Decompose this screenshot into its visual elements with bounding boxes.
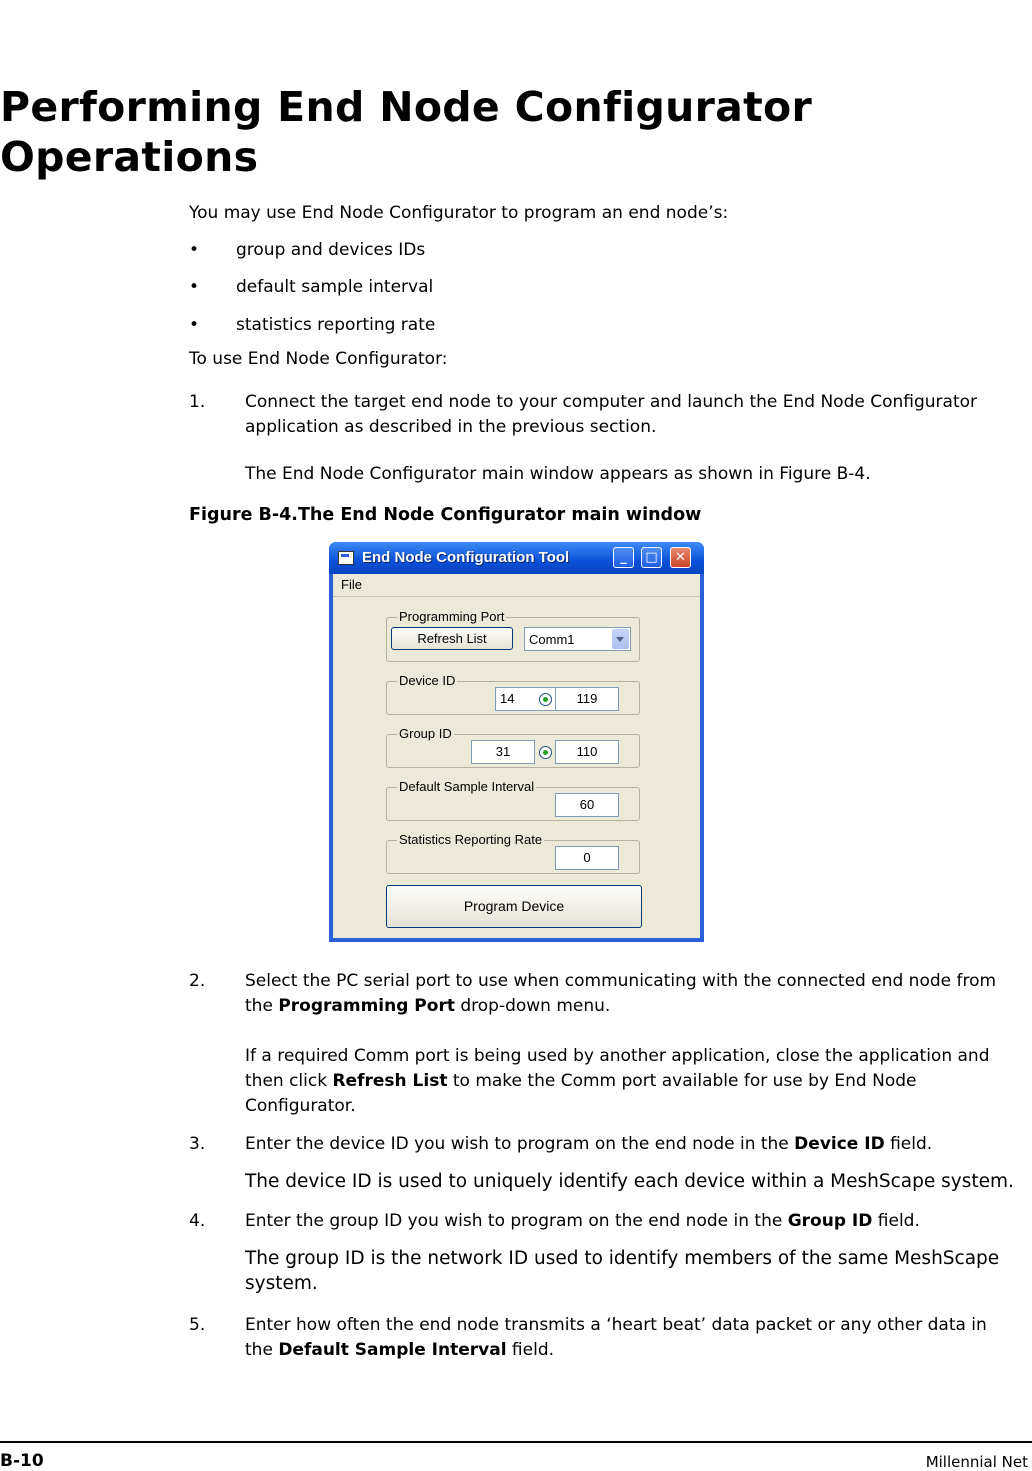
step-4-post: field. (872, 1211, 920, 1231)
port-select[interactable] (524, 627, 631, 651)
use-intro-text: To use End Node Configurator: (189, 349, 448, 369)
window-client (333, 574, 700, 938)
bullet-marker: • (189, 277, 200, 297)
step-4-note-line-1: The group ID is the network ID used to identify members of the same MeshScape (245, 1248, 1000, 1269)
window-title: End Node Configuration Tool (362, 549, 570, 566)
step-3-number: 3. (189, 1134, 206, 1154)
step-5-post: field. (506, 1340, 555, 1360)
bullet-marker: • (189, 315, 200, 335)
step-2-text (245, 969, 1030, 1019)
sample-interval-input[interactable]: 60 (555, 793, 619, 817)
footer-company: Millennial Net (925, 1453, 1028, 1471)
step-4-text (245, 1209, 1030, 1234)
bullet-item: statistics reporting rate (236, 315, 436, 335)
step-3-note: The device ID is used to uniquely identify each device within a MeshScape system. (245, 1171, 1014, 1192)
step-4-note (245, 1246, 1030, 1296)
group-id-legend: Group ID (399, 726, 452, 741)
step-1-text (245, 390, 1030, 440)
step-5-bold: Default Sample Interval (278, 1340, 507, 1360)
step-5-line-1: Enter how often the end node transmits a ‘heart beat’ data packet or any other data in (245, 1315, 987, 1335)
device-id-radio[interactable] (539, 693, 552, 706)
step-2-note-line-3: Configurator. (245, 1096, 356, 1116)
maximize-button[interactable]: □ (641, 547, 662, 568)
bullet-item: default sample interval (236, 277, 434, 297)
step-4-bold: Group ID (787, 1211, 873, 1231)
step-4-note-line-2: system. (245, 1273, 318, 1294)
group-id-radio[interactable] (539, 746, 552, 759)
program-device-button[interactable]: Program Device (386, 885, 642, 928)
step-4-pre: Enter the group ID you wish to program on the end node in the (245, 1211, 788, 1231)
step-4-number: 4. (189, 1211, 206, 1231)
figure-caption: Figure B-4.The End Node Configurator main window (189, 505, 702, 525)
bullet-marker: • (189, 240, 200, 260)
programming-port-group (386, 609, 640, 662)
step-2-note (245, 1044, 1030, 1119)
window-titlebar (329, 542, 704, 574)
heading-line-1: Performing End Node Configurator (0, 83, 812, 131)
step-1-note: The End Node Configurator main window appears as shown in Figure B-4. (245, 464, 871, 484)
step-3-post: field. (884, 1134, 933, 1154)
step-3-pre: Enter the device ID you wish to program on the end node in the (245, 1134, 795, 1154)
step-1-number: 1. (189, 392, 206, 412)
refresh-list-button[interactable]: Refresh List (391, 627, 513, 650)
port-select-value: Comm1 (529, 632, 575, 647)
device-id-legend: Device ID (399, 673, 456, 688)
step-5-text (245, 1313, 1030, 1363)
step-2-note-line-1: If a required Comm port is being used by another application, close the application and (245, 1046, 990, 1066)
device-id-group (386, 673, 640, 715)
device-id-left-input[interactable]: 14 (495, 687, 559, 711)
intro-text: You may use End Node Configurator to program an end node’s: (189, 203, 729, 223)
menu-file[interactable]: File (341, 577, 362, 592)
close-button[interactable]: ✕ (670, 547, 691, 568)
step-2-number: 2. (189, 971, 206, 991)
heading-line-2: Operations (0, 133, 259, 181)
sample-interval-group (386, 779, 640, 821)
page-number: B-10 (0, 1451, 44, 1471)
device-id-right-input[interactable]: 119 (555, 687, 619, 711)
step-5-pre: the (245, 1340, 279, 1360)
step-2-bold: Programming Port (278, 996, 455, 1016)
step-1-line-2: application as described in the previous section. (245, 417, 657, 437)
reporting-rate-input[interactable]: 0 (555, 846, 619, 870)
menu-bar (333, 574, 700, 597)
group-id-group (386, 726, 640, 768)
reporting-rate-legend: Statistics Reporting Rate (399, 832, 543, 847)
group-id-right-input[interactable]: 110 (555, 740, 619, 764)
page-heading (0, 82, 812, 182)
step-2-note-bold: Refresh List (332, 1071, 448, 1091)
sample-interval-legend: Default Sample Interval (399, 779, 535, 794)
chevron-down-icon[interactable] (612, 629, 629, 649)
programming-port-legend: Programming Port (399, 609, 505, 624)
bullet-item: group and devices IDs (236, 240, 426, 260)
app-icon (338, 551, 354, 565)
step-1-line-1: Connect the target end node to your computer and launch the End Node Configurator (245, 392, 978, 412)
step-2-line-1: Select the PC serial port to use when communicating with the connected end node from (245, 971, 997, 991)
step-3-text (245, 1132, 1030, 1157)
minimize-button[interactable]: _ (613, 547, 634, 568)
step-2-note-pre: then click (245, 1071, 333, 1091)
reporting-rate-group (386, 832, 640, 874)
configurator-window (329, 542, 704, 942)
group-id-left-input[interactable]: 31 (471, 740, 535, 764)
step-2-post: drop-down menu. (454, 996, 611, 1016)
step-3-bold: Device ID (794, 1134, 885, 1154)
step-2-pre: the (245, 996, 279, 1016)
footer-divider (0, 1441, 1032, 1443)
step-5-number: 5. (189, 1315, 206, 1335)
step-2-note-post: to make the Comm port available for use by End Node (447, 1071, 917, 1091)
